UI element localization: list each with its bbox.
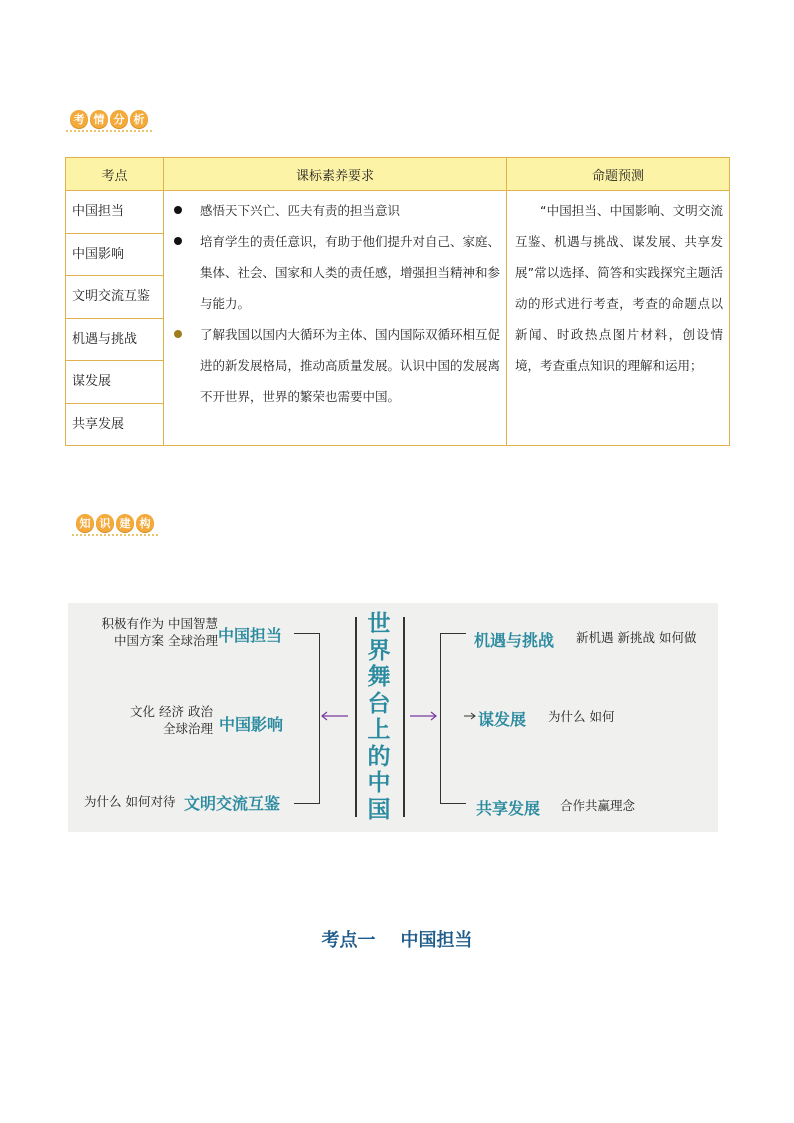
kaodian-item: 机遇与挑战 (66, 319, 163, 362)
requirement-item (170, 226, 500, 319)
right-bracket-bottom (440, 803, 466, 804)
right-bracket (440, 633, 441, 803)
analysis-table (65, 157, 730, 446)
center-divider-right (403, 617, 405, 817)
kaodian-item: 中国担当 (66, 191, 163, 234)
badge-char: 析 (130, 110, 148, 128)
badge-char: 识 (96, 514, 114, 532)
table-row (66, 191, 730, 446)
header-prediction: 命题预测 (507, 158, 730, 191)
requirement-item (170, 195, 500, 226)
branch-mou-fazhan: 谋发展 (478, 710, 527, 729)
bullet-icon (174, 206, 182, 214)
badge-char: 分 (110, 110, 128, 128)
branch-gongxiang-fazhan: 共享发展 (476, 799, 541, 818)
kaodian-item: 谋发展 (66, 361, 163, 404)
branch-detail: 为什么 如何 (548, 709, 615, 724)
kaodian-item: 中国影响 (66, 234, 163, 277)
kaodian-item: 文明交流互鉴 (66, 276, 163, 319)
section-badge-analysis (66, 108, 152, 132)
branch-detail: 新机遇 新挑战 如何做 (576, 630, 697, 645)
branch-zhongguo-yingxiang: 中国影响 (219, 715, 284, 734)
badge-char: 构 (136, 514, 154, 532)
badge-char: 考 (70, 110, 88, 128)
branch-zhongguo-dandang: 中国担当 (218, 626, 283, 645)
section-title: 考点一 中国担当 (321, 930, 473, 951)
badge-char: 知 (76, 514, 94, 532)
branch-detail: 合作共赢理念 (560, 798, 636, 813)
left-bracket-top (294, 633, 320, 634)
branch-jiyu-tiaozhan: 机遇与挑战 (474, 631, 555, 650)
requirements-cell (164, 191, 507, 446)
header-requirements: 课标素养要求 (164, 158, 507, 191)
prediction-cell (507, 191, 730, 446)
arrow-left-icon (320, 711, 350, 721)
detail-line: 文化 经济 政治 (130, 704, 213, 719)
requirement-text: 培育学生的责任意识，有助于他们提升对自己、家庭、集体、社会、国家和人类的责任感，增强担当精神和参与能力。 (200, 234, 501, 311)
bullet-icon (174, 237, 182, 245)
header-kaodian: 考点 (66, 158, 164, 191)
bullet-icon (174, 330, 182, 338)
branch-detail (130, 703, 213, 737)
branch-detail: 为什么 如何对待 (84, 794, 176, 809)
detail-line: 中国方案 全球治理 (114, 633, 218, 648)
mindmap (68, 603, 718, 832)
branch-detail (102, 615, 218, 649)
arrow-right-icon (463, 711, 477, 721)
left-bracket-bottom (294, 803, 320, 804)
branch-wenming-jiaoliu: 文明交流互鉴 (184, 794, 281, 813)
requirement-item (170, 319, 500, 412)
center-divider-left (355, 617, 357, 817)
mindmap-title: 世界舞台上的中国 (367, 611, 391, 823)
badge-char: 建 (116, 514, 134, 532)
arrow-right-icon (408, 711, 438, 721)
right-bracket-top (440, 633, 466, 634)
badge-char: 情 (90, 110, 108, 128)
table-header-row (66, 158, 730, 191)
detail-line: 积极有作为 中国智慧 (101, 616, 218, 631)
kaodian-item: 共享发展 (72, 416, 125, 432)
prediction-text: “中国担当、中国影响、文明交流互鉴、机遇与挑战、谋发展、共享发展”常以选择、简答和实践探究主题活动的形式进行考查，考查的命题点以新闻、时政热点图片材料，创设情境，考查重点知识的理解和运用； (515, 203, 723, 373)
kaodian-cell (66, 191, 164, 446)
requirement-text: 了解我国以国内大循环为主体、国内国际双循环相互促进的新发展格局，推动高质量发展。认识中国的发展离不开世界，世界的繁荣也需要中国。 (200, 327, 501, 404)
detail-line: 全球治理 (162, 721, 213, 736)
section-badge-framework (72, 512, 158, 536)
requirement-text: 感悟天下兴亡、匹夫有责的担当意识 (200, 203, 401, 218)
